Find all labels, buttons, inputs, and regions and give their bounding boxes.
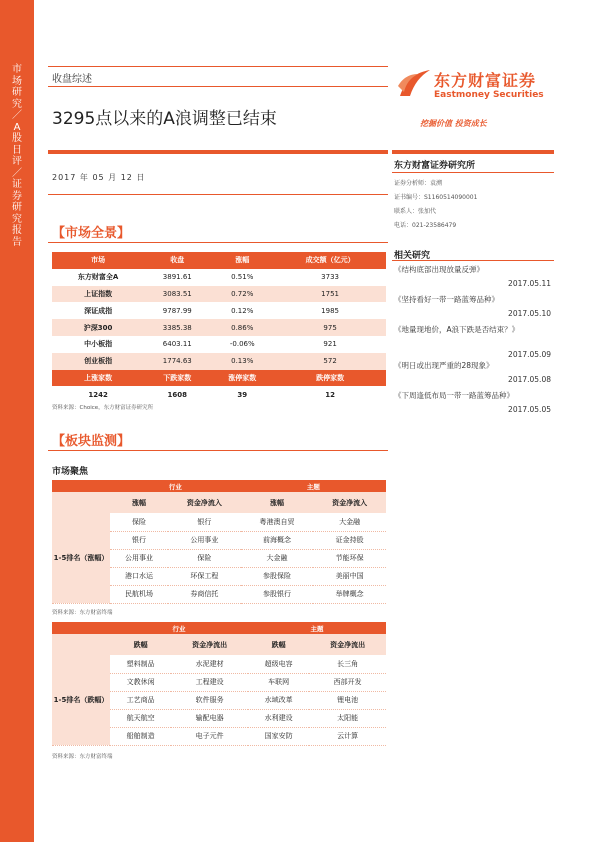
column-header: 上涨家数 [52, 370, 144, 387]
doc-type: 收盘综述 [52, 74, 92, 85]
group-theme: 主题 [241, 480, 386, 492]
sector-cell: 水泥建材 [171, 655, 248, 673]
related-title: 相关研究 [394, 251, 431, 261]
column-header-row [52, 492, 386, 513]
column-header: 涨幅 [241, 492, 314, 513]
sector-cell: 大金融 [241, 549, 314, 567]
related-item[interactable] [394, 390, 554, 401]
related-rule [392, 260, 554, 261]
sector-cell: 美丽中国 [313, 567, 386, 585]
loss-sector-table [52, 622, 386, 746]
sector-cell: 工程建设 [171, 673, 248, 691]
blank-cell [52, 492, 110, 513]
sector-cell: 文教休闲 [110, 673, 171, 691]
eastmoney-logo-icon [396, 66, 432, 102]
turnover-value: 921 [323, 340, 337, 349]
sector-cell: 输配电器 [171, 709, 248, 727]
analyst-row: 证书编号：S1160514090001 [394, 194, 478, 201]
sector-cell: 航天航空 [110, 709, 171, 727]
section-rule [48, 242, 388, 243]
table-row [52, 286, 386, 303]
sector-cell: 国家安防 [248, 727, 309, 745]
blank-cell [52, 634, 110, 655]
table-row [52, 319, 386, 336]
turnover-value: 1751 [274, 286, 386, 303]
change-value: 0.51% [231, 273, 254, 282]
sector-cell: 船舶制造 [110, 727, 171, 745]
column-header-row [52, 634, 386, 655]
group-industry: 行业 [110, 480, 241, 492]
close-value: 3385.38 [144, 319, 210, 336]
header-rule [48, 66, 388, 67]
sector-cell: 保险 [168, 549, 241, 567]
column-header: 资金净流出 [171, 634, 248, 655]
sector-cell: 长三角 [309, 655, 386, 673]
fall-count: 1608 [167, 390, 187, 399]
column-header: 成交额（亿元） [274, 252, 386, 269]
sector-cell: 云计算 [309, 727, 386, 745]
table-row [52, 302, 386, 319]
header-rule [48, 86, 388, 87]
institute-name: 东方财富证券研究所 [394, 161, 476, 171]
sector-cell: 粤港澳自贸 [241, 513, 314, 531]
sector-cell: 银行 [110, 531, 168, 549]
slogan: 挖掘价值 投资成长 [420, 119, 487, 128]
header-bar [48, 150, 388, 154]
sector-cell: 保险 [110, 513, 168, 531]
section-heading-market: 【市场全景】 [52, 226, 131, 241]
index-name: 东方财富全A [77, 273, 119, 282]
index-name: 上证指数 [52, 286, 144, 303]
sector-cell: 西部开发 [309, 673, 386, 691]
column-header: 跌停家数 [274, 370, 386, 387]
sector-cell: 水域改革 [248, 691, 309, 709]
section-heading-sector: 【板块监测】 [52, 434, 131, 449]
source-note: 资料来源：Choice，东方财富证券研究所 [52, 405, 154, 411]
market-table [52, 252, 386, 403]
group-industry: 行业 [110, 622, 248, 634]
sector-cell: 塑料制品 [110, 655, 171, 673]
side-category-text: 市场研究／A股日评／证券研究报告 [12, 64, 22, 248]
group-header-row [52, 480, 386, 492]
sector-cell: 水利建设 [248, 709, 309, 727]
column-header: 跌幅 [248, 634, 309, 655]
sector-cell: 参股银行 [241, 585, 314, 603]
logo-name-en: Eastmoney Securities [434, 90, 544, 100]
focus-title: 市场聚焦 [52, 467, 89, 477]
sector-cell: 证金持股 [313, 531, 386, 549]
sector-cell: 前海概念 [241, 531, 314, 549]
close-value: 6403.11 [162, 340, 192, 349]
analyst-row: 电话：021-23586479 [394, 222, 457, 229]
sector-cell: 太阳能 [309, 709, 386, 727]
table-row [52, 655, 386, 673]
sector-cell: 节能环保 [313, 549, 386, 567]
rank-label: 1-5排名（涨幅） [52, 513, 110, 603]
column-header: 跌幅 [110, 634, 171, 655]
institute-bar [392, 150, 554, 154]
sector-cell: 大金融 [313, 513, 386, 531]
table-row [52, 353, 386, 370]
logo-name-cn: 东方财富证券 [434, 71, 537, 90]
related-item-title: 《坚持看好一带一路蓝筹品种》 [394, 295, 499, 304]
sector-cell: 环保工程 [168, 567, 241, 585]
group-theme: 主题 [248, 622, 386, 634]
close-value: 3083.51 [144, 286, 210, 303]
sector-cell: 港口水运 [110, 567, 168, 585]
limit-down-count: 12 [325, 390, 335, 399]
table-row [52, 386, 386, 403]
section-rule [48, 450, 388, 451]
column-header: 涨停家数 [210, 370, 274, 387]
sector-cell: 参股保险 [241, 567, 314, 585]
turnover-value: 3733 [321, 273, 339, 282]
sector-cell: 券商信托 [168, 585, 241, 603]
table-header-row [52, 252, 386, 269]
table-row [52, 269, 386, 286]
change-value: 0.13% [210, 353, 274, 370]
related-item-date: 2017.05.05 [508, 405, 551, 414]
table-row [52, 513, 386, 531]
page-title: 3295点以来的A浪调整已结束 [52, 109, 277, 129]
sector-cell: 车联网 [248, 673, 309, 691]
column-header: 资金净流入 [313, 492, 386, 513]
turnover-value: 1985 [321, 306, 339, 315]
related-item[interactable] [394, 264, 554, 275]
column-header: 涨幅 [110, 492, 168, 513]
rank-label: 1-5排名（跌幅） [52, 655, 110, 745]
sector-cell: 锂电池 [309, 691, 386, 709]
sector-cell: 银行 [168, 513, 241, 531]
change-value: -0.06% [229, 340, 255, 349]
turnover-value: 975 [274, 319, 386, 336]
sector-cell: 公用事业 [168, 531, 241, 549]
close-value: 9787.99 [162, 306, 192, 315]
analyst-row: 联系人：张加代 [394, 208, 437, 215]
table-header-row [52, 370, 386, 387]
sector-cell: 超级电容 [248, 655, 309, 673]
column-header: 下跌家数 [144, 370, 210, 387]
related-item-title: 《地量现地价，A浪下跌是否结束？》 [394, 325, 520, 334]
index-name: 沪深300 [52, 319, 144, 336]
sector-cell: 软件服务 [171, 691, 248, 709]
column-header: 收盘 [144, 252, 210, 269]
sector-cell: 公用事业 [110, 549, 168, 567]
column-header: 资金净流入 [168, 492, 241, 513]
close-value: 3891.61 [162, 273, 192, 282]
table-row [52, 336, 386, 353]
related-item-title: 《结构底部出现放量反弹》 [394, 265, 484, 274]
related-item-title: 《明日或出现严重的28现象》 [394, 361, 494, 370]
related-item[interactable] [394, 360, 554, 371]
related-item-date: 2017.05.08 [508, 375, 551, 384]
related-item[interactable] [394, 294, 554, 305]
change-value: 0.12% [231, 306, 254, 315]
close-value: 1774.63 [144, 353, 210, 370]
analyst-row: 证券分析师：袁溯 [394, 180, 443, 187]
column-header: 市场 [52, 252, 144, 269]
sector-cell: 民航机场 [110, 585, 168, 603]
index-name: 中小板指 [84, 340, 113, 349]
sector-cell: 工艺商品 [110, 691, 171, 709]
report-date: 2017 年 05 月 12 日 [52, 173, 146, 182]
group-header-row [52, 622, 386, 634]
index-name: 深证成指 [84, 306, 113, 315]
related-item-date: 2017.05.10 [508, 309, 551, 318]
limit-up-count: 39 [237, 390, 248, 399]
sector-cell: 电子元件 [171, 727, 248, 745]
sector-cell: 举牌概念 [313, 585, 386, 603]
rise-count: 1242 [88, 390, 108, 399]
related-item-title: 《下周逢低布局一带一路蓝筹品种》 [394, 391, 514, 400]
gain-sector-table [52, 480, 386, 604]
change-value: 0.86% [210, 319, 274, 336]
source-note: 资料来源：东方财富终端 [52, 754, 113, 760]
related-item-date: 2017.05.09 [508, 350, 551, 359]
source-note: 资料来源：东方财富终端 [52, 610, 113, 616]
change-value: 0.72% [210, 286, 274, 303]
index-name: 创业板指 [52, 353, 144, 370]
blank-cell [52, 622, 110, 634]
column-header: 涨幅 [210, 252, 274, 269]
institute-rule [392, 172, 554, 173]
related-item[interactable] [394, 324, 554, 335]
blank-cell [52, 480, 110, 492]
column-header: 资金净流出 [309, 634, 386, 655]
related-item-date: 2017.05.11 [508, 279, 551, 288]
turnover-value: 572 [274, 353, 386, 370]
date-rule [48, 194, 388, 195]
